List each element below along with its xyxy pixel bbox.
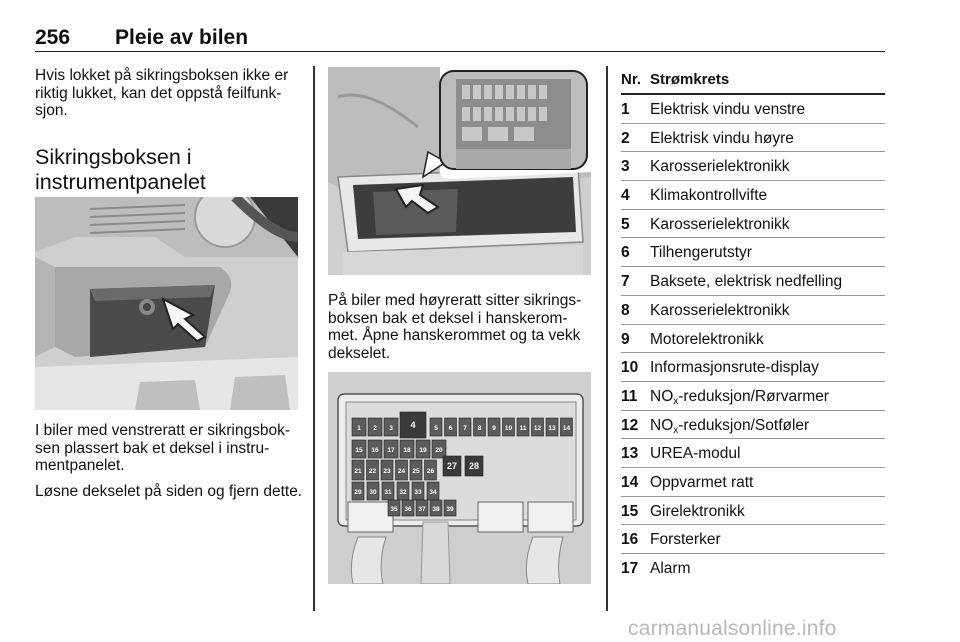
fuse-label: 18 bbox=[403, 447, 411, 454]
fuse-slot bbox=[432, 440, 446, 458]
fuse-slot bbox=[427, 482, 439, 500]
fuse-number: 5 bbox=[621, 215, 630, 233]
fuse-slot bbox=[352, 460, 364, 480]
fuse-label: 15 bbox=[355, 447, 363, 454]
table-row bbox=[621, 554, 885, 583]
fuse-number: 13 bbox=[621, 445, 639, 463]
page-title: Pleie av bilen bbox=[115, 26, 249, 49]
fuse-slot bbox=[430, 500, 442, 516]
circuit-name bbox=[650, 388, 829, 407]
fuse-label: 1 bbox=[357, 425, 361, 432]
fuse-slot bbox=[532, 418, 544, 436]
fuse-slot bbox=[381, 460, 393, 480]
fuse-label: 12 bbox=[533, 425, 542, 432]
fuse-circuit-table bbox=[621, 68, 885, 583]
circuit-name: Karosserielektronikk bbox=[650, 215, 790, 233]
fuse-slot bbox=[412, 482, 424, 500]
column-divider bbox=[606, 66, 608, 611]
fuse-slot bbox=[561, 418, 573, 436]
fuse-slot bbox=[402, 500, 414, 516]
fuse-number: 10 bbox=[621, 359, 639, 377]
fuse-label: 13 bbox=[548, 425, 556, 432]
circuit-name-suffix: -reduksjon/Sotføler bbox=[678, 416, 810, 434]
fuse-slot bbox=[459, 418, 471, 436]
fuse-label: 28 bbox=[468, 461, 480, 471]
table-row bbox=[621, 468, 885, 497]
column-header-nr: Nr. bbox=[621, 71, 642, 88]
page-number: 256 bbox=[35, 26, 71, 49]
fuse-label: 31 bbox=[384, 489, 392, 496]
circuit-name: Elektrisk vindu venstre bbox=[650, 101, 806, 118]
fuse-number: 7 bbox=[621, 273, 630, 291]
fuse-slot bbox=[425, 460, 437, 480]
fuse-number: 11 bbox=[621, 387, 638, 405]
fuse-slot bbox=[445, 418, 457, 436]
fuse-label: 19 bbox=[419, 447, 427, 454]
fuse-slot bbox=[488, 418, 500, 436]
fuse-label: 26 bbox=[426, 468, 435, 475]
fuse-label: 2 bbox=[373, 425, 377, 432]
fuse-slot bbox=[410, 460, 422, 480]
fuse-slot bbox=[430, 418, 442, 436]
fuse-label: 36 bbox=[404, 506, 412, 513]
fuse-label: 23 bbox=[383, 468, 391, 475]
table-row bbox=[621, 325, 885, 354]
fuse-label: 35 bbox=[390, 506, 398, 513]
circuit-name: Karosserielektronikk bbox=[650, 301, 790, 319]
fuse-label: 3 bbox=[389, 425, 393, 432]
circuit-name: Tilhengerutstyr bbox=[650, 244, 752, 262]
fuse-slot bbox=[388, 500, 400, 516]
table-row bbox=[621, 497, 885, 526]
paragraph: Hvis lokket på sikringsboksen ikke er riktig lukket, kan det oppstå feilfunk-sjon. bbox=[35, 67, 289, 119]
fuse-slot bbox=[367, 460, 379, 480]
circuit-name-subscript: x bbox=[673, 395, 679, 407]
dashboard-left-cover-illustration bbox=[35, 197, 298, 410]
fuse-label: 21 bbox=[354, 468, 362, 475]
fuse-slot bbox=[444, 500, 456, 516]
table-row bbox=[621, 411, 885, 440]
fuse-number: 6 bbox=[621, 244, 630, 262]
glovebox-cover-illustration bbox=[328, 67, 591, 275]
fuse-label: 14 bbox=[562, 425, 571, 432]
fuse-label: 22 bbox=[368, 468, 377, 475]
fuse-number: 3 bbox=[621, 158, 630, 176]
fuse-number: 15 bbox=[621, 502, 639, 520]
table-header bbox=[621, 68, 885, 95]
circuit-name bbox=[650, 417, 809, 436]
fuse-label: 24 bbox=[397, 468, 406, 475]
fuse-label: 20 bbox=[435, 447, 443, 454]
fuse-number: 8 bbox=[621, 301, 630, 319]
column-header-circuit: Strømkrets bbox=[650, 71, 730, 88]
fuse-slot bbox=[503, 418, 515, 436]
table-row bbox=[621, 181, 885, 210]
fuse-label: 7 bbox=[463, 425, 467, 432]
table-row bbox=[621, 152, 885, 181]
fuse-number: 12 bbox=[621, 416, 639, 434]
fuse-number: 14 bbox=[621, 473, 639, 491]
table-row bbox=[621, 353, 885, 382]
circuit-name: UREA-modul bbox=[650, 445, 741, 463]
watermark: carmanualsonline.info bbox=[628, 617, 837, 640]
fuse-slot bbox=[416, 440, 430, 458]
paragraph: På biler med høyreratt sitter sikrings-boksen bak et deksel i hanskerom-met. Åpne hanskerommet og ta vekk dekselet. bbox=[328, 292, 582, 362]
table-row bbox=[621, 238, 885, 267]
table-row bbox=[621, 439, 885, 468]
fuse-number: 4 bbox=[621, 187, 630, 205]
fuse-slot bbox=[384, 440, 398, 458]
circuit-name-prefix: NO bbox=[650, 387, 674, 405]
section-heading: Sikringsboksen i instrumentpanelet bbox=[35, 145, 206, 194]
fuse-number: 2 bbox=[621, 129, 630, 147]
table-row bbox=[621, 525, 885, 554]
fuse-slot bbox=[517, 418, 529, 436]
fuse-slot bbox=[368, 418, 382, 436]
fuse-number: 16 bbox=[621, 531, 639, 549]
fuse-label: 30 bbox=[369, 489, 377, 496]
fuse-slot bbox=[474, 418, 486, 436]
fuse-label: 17 bbox=[387, 447, 395, 454]
circuit-name: Informasjonsrute-display bbox=[650, 359, 819, 377]
fuse-label: 9 bbox=[492, 425, 496, 432]
fuse-label: 25 bbox=[412, 468, 420, 475]
circuit-name: Karosserielektronikk bbox=[650, 158, 790, 176]
table-row bbox=[621, 382, 885, 411]
fuse-number: 1 bbox=[621, 101, 630, 118]
fuse-label: 32 bbox=[399, 489, 407, 496]
circuit-name-prefix: NO bbox=[650, 416, 674, 434]
fuse-label: 4 bbox=[410, 420, 416, 430]
fuse-slot bbox=[352, 440, 366, 458]
fuse-slot bbox=[352, 418, 366, 436]
fuse-label: 37 bbox=[418, 506, 426, 513]
fuse-slot bbox=[367, 482, 379, 500]
paragraph: I biler med venstreratt er sikringsbok-sen plassert bak et deksel i instru-mentpanelet. bbox=[35, 422, 290, 474]
fuse-slot bbox=[384, 418, 398, 436]
fuse-label: 27 bbox=[446, 461, 458, 471]
fuse-label: 16 bbox=[371, 447, 379, 454]
fuse-label: 11 bbox=[519, 425, 527, 432]
fuse-label: 8 bbox=[477, 425, 482, 432]
fuse-slot bbox=[368, 440, 382, 458]
fuse-slot bbox=[400, 440, 414, 458]
fuse-label: 39 bbox=[446, 506, 454, 513]
circuit-name: Oppvarmet ratt bbox=[650, 473, 754, 491]
table-row bbox=[621, 267, 885, 296]
table-row bbox=[621, 95, 885, 124]
fuse-label: 10 bbox=[504, 425, 513, 432]
circuit-name: Girelektronikk bbox=[650, 502, 745, 520]
table-row bbox=[621, 124, 885, 153]
page-header bbox=[35, 22, 885, 52]
table-row bbox=[621, 210, 885, 239]
fuse-slot bbox=[400, 412, 426, 438]
fuse-slot bbox=[382, 482, 394, 500]
fuse-slot bbox=[397, 482, 409, 500]
fuse-slot bbox=[443, 456, 461, 476]
fuse-slot bbox=[546, 418, 558, 436]
fuse-label: 38 bbox=[432, 506, 440, 513]
circuit-name: Elektrisk vindu høyre bbox=[650, 129, 794, 147]
fuse-box-diagram bbox=[328, 372, 591, 584]
fuse-label: 5 bbox=[434, 425, 438, 432]
circuit-name: Alarm bbox=[650, 560, 691, 577]
circuit-name: Forsterker bbox=[650, 531, 721, 549]
fuse-label: 29 bbox=[354, 489, 362, 496]
circuit-name-subscript: x bbox=[673, 424, 679, 436]
fuse-number: 17 bbox=[621, 560, 639, 577]
circuit-name: Klimakontrollvifte bbox=[650, 187, 768, 205]
fuse-slot bbox=[465, 456, 483, 476]
circuit-name-suffix: -reduksjon/Rørvarmer bbox=[678, 387, 829, 405]
fuse-label: 33 bbox=[414, 489, 422, 496]
fuse-slot bbox=[396, 460, 408, 480]
circuit-name: Baksete, elektrisk nedfelling bbox=[650, 273, 843, 291]
table-row bbox=[621, 296, 885, 325]
circuit-name: Motorelektronikk bbox=[650, 330, 764, 348]
paragraph: Løsne dekselet på siden og fjern dette. bbox=[35, 483, 303, 500]
fuse-label: 6 bbox=[448, 425, 453, 432]
fuse-slot bbox=[416, 500, 428, 516]
fuse-number: 9 bbox=[621, 330, 630, 348]
column-divider bbox=[313, 66, 315, 611]
fuse-label: 34 bbox=[429, 489, 437, 496]
fuse-slot bbox=[352, 482, 364, 500]
